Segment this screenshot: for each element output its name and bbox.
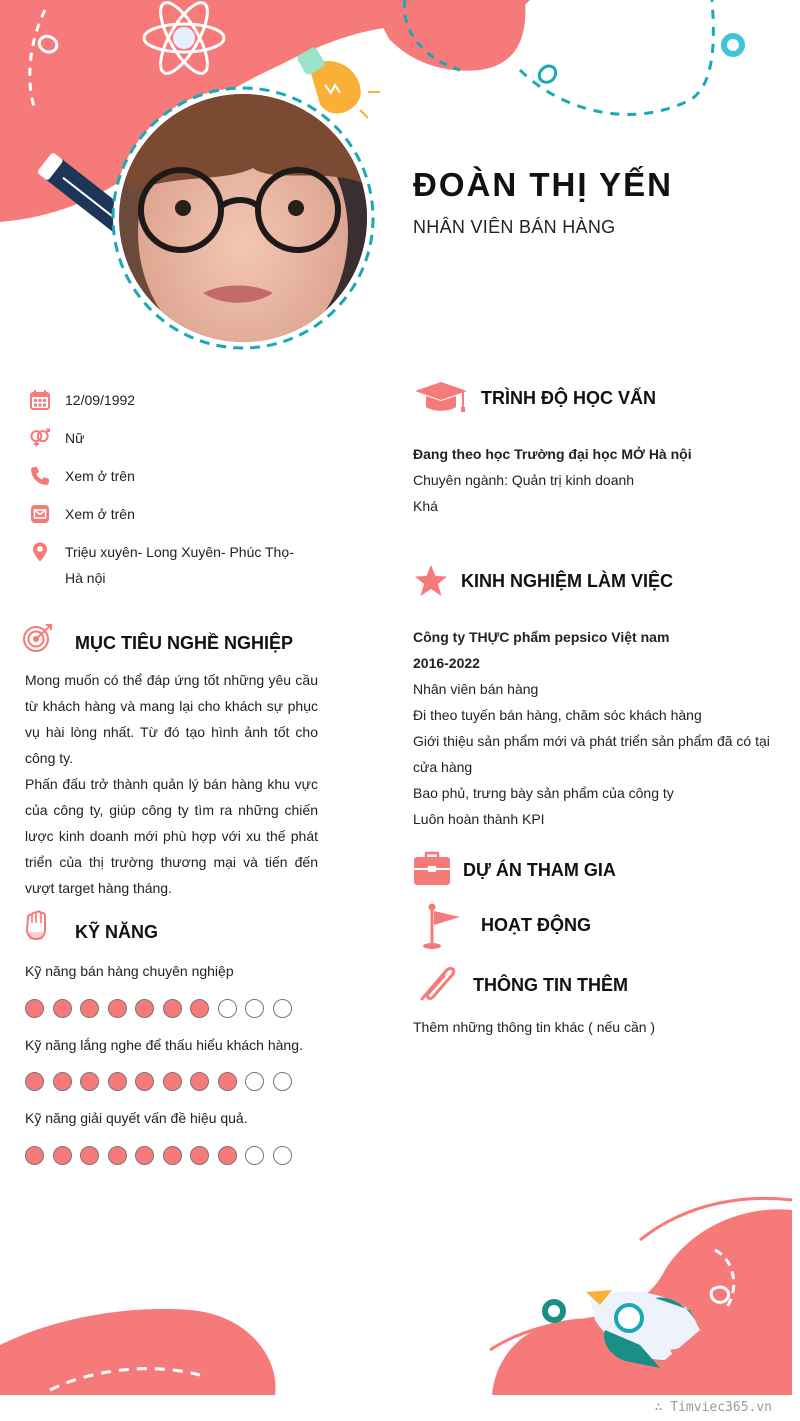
rating-dot-filled [25,1072,44,1091]
education-grade: Khá [413,498,438,514]
rating-dot-filled [163,1146,182,1165]
rating-dot-empty [245,1072,264,1091]
experience-line-4: Bao phủ, trưng bày sản phẩm của công ty [413,785,674,801]
additional-title: THÔNG TIN THÊM [473,975,628,995]
rating-dot-filled [135,1146,154,1165]
experience-line-5: Luôn hoàn thành KPI [413,811,545,827]
experience-company: Công ty THỰC phẩm pepsico Việt nam [413,629,670,645]
rating-dot-filled [25,999,44,1018]
info-address [30,542,330,591]
rating-dot-filled [80,1072,99,1091]
info-birthday [30,390,330,413]
objective-paragraph-2: Phấn đấu trở thành quản lý bán hàng khu vực của công ty, giúp công ty tìm ra những chiến lược kinh doanh mới phù hợp với xu thế phát triển của thị trường thương mại và tiến đến vượt target hàng tháng. [25,776,318,896]
graduation-cap-icon [413,381,469,415]
rating-dot-empty [245,999,264,1018]
rating-dot-filled [190,1146,209,1165]
info-email [30,504,330,527]
experience-line-3: Giới thiệu sản phẩm mới và phát triển sản phẩm đã có tại cửa hàng [413,733,770,775]
education-title: TRÌNH ĐỘ HỌC VẤN [481,388,656,408]
skill-label-1: Kỹ năng bán hàng chuyên nghiệp [25,963,234,979]
phone-icon [30,466,50,486]
email-text: Xem ở trên [65,506,135,522]
rating-dot-empty [273,1072,292,1091]
rating-dot-empty [273,1146,292,1165]
briefcase-icon [413,851,451,887]
education-details [413,441,783,519]
rating-dot-filled [108,999,127,1018]
rating-dot-empty [218,999,237,1018]
rating-dot-filled [135,999,154,1018]
experience-line-2: Đi theo tuyến bán hàng, chăm sóc khách hàng [413,707,702,723]
address-text: Triệu xuyên- Long Xuyên- Phúc Thọ- Hà nội [65,544,294,586]
rating-dot-empty [273,999,292,1018]
rating-dot-filled [108,1072,127,1091]
gender-text: Nữ [65,430,85,446]
skills-title: KỸ NĂNG [75,922,159,942]
rating-dot-filled [218,1072,237,1091]
rating-dot-filled [25,1146,44,1165]
flag-icon [420,903,464,949]
rating-dot-filled [108,1146,127,1165]
calendar-icon [30,390,50,410]
rating-dot-filled [163,999,182,1018]
rating-dot-filled [53,999,72,1018]
objective-title: MỤC TIÊU NGHỀ NGHIỆP [75,633,294,653]
phone-text: Xem ở trên [65,468,135,484]
additional-text: Thêm những thông tin khác ( nếu cần ) [413,1019,656,1035]
birthday-text: 12/09/1992 [65,392,136,408]
activities-title: HOẠT ĐỘNG [481,915,591,935]
skill-label-3: Kỹ năng giải quyết vấn đề hiệu quả. [25,1110,248,1126]
info-gender [30,428,330,451]
star-icon [413,563,449,599]
skill-label-2: Kỹ năng lắng nghe để thấu hiểu khách hàng. [25,1037,303,1053]
rating-dot-filled [190,999,209,1018]
rating-dot-filled [80,1146,99,1165]
location-pin-icon [30,542,50,562]
rating-dot-filled [218,1146,237,1165]
rating-dot-filled [53,1072,72,1091]
job-title: NHÂN VIÊN BÁN HÀNG [413,217,616,237]
rating-dot-filled [163,1072,182,1091]
rating-dot-filled [80,999,99,1018]
objective-text [25,667,318,901]
education-major: Chuyên ngành: Quản trị kinh doanh [413,472,635,488]
rating-dot-empty [245,1146,264,1165]
paperclip-icon [416,963,460,1005]
experience-title: KINH NGHIỆM LÀM VIỆC [461,571,674,591]
experience-line-1: Nhân viên bán hàng [413,681,539,697]
gender-icon [30,428,50,448]
experience-details [413,624,783,832]
objective-paragraph-1: Mong muốn có thể đáp ứng tốt những yêu cầu từ khách hàng và mang lại cho khách sự phục vụ hài lòng nhất. Từ đó tạo hình ảnh tốt cho công ty. [25,672,318,766]
skill-rating-2 [25,1072,292,1091]
skill-rating-1 [25,999,292,1018]
rating-dot-filled [53,1146,72,1165]
education-school: Đang theo học Trường đại học MỞ Hà nội [413,446,692,462]
info-phone [30,466,330,489]
watermark: ∴ Timviec365.vn [654,1400,772,1415]
projects-title: DỰ ÁN THAM GIA [463,860,616,880]
rating-dot-filled [135,1072,154,1091]
skill-rating-3 [25,1146,292,1165]
watermark-text: Timviec365.vn [670,1400,772,1415]
target-icon [23,623,53,653]
email-icon [30,504,50,524]
experience-period: 2016-2022 [413,655,480,671]
candidate-name: ĐOÀN THỊ YẾN [413,166,673,203]
rating-dot-filled [190,1072,209,1091]
fist-icon [24,910,48,942]
avatar [113,88,373,348]
